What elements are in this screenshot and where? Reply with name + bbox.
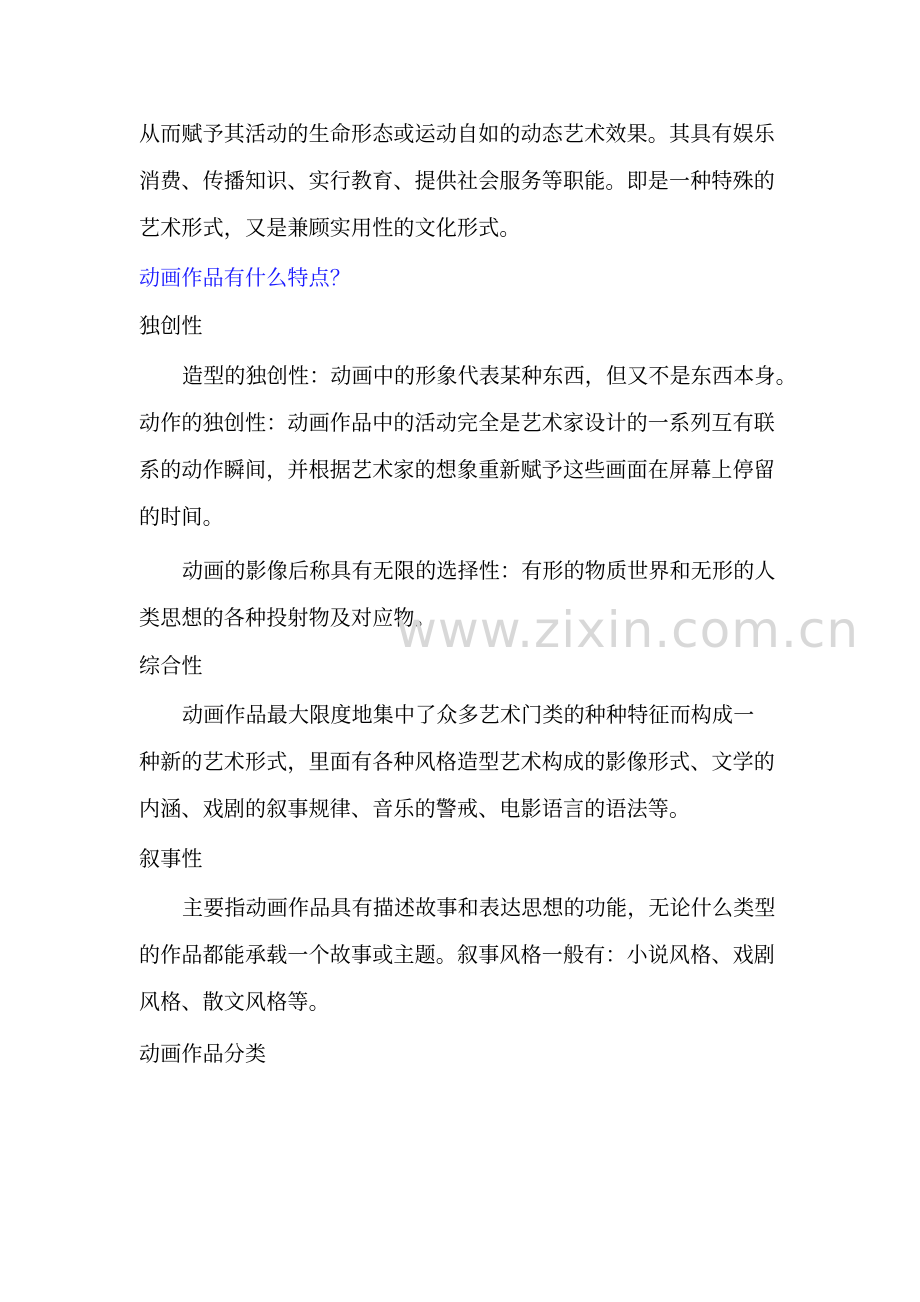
originality-paragraph-2-line-1: 动画的影像后称具有无限的选择性：有形的物质世界和无形的人 (182, 559, 776, 583)
narrative-heading: 叙事性 (139, 847, 203, 871)
intro-line-3: 艺术形式，又是兼顾实用性的文化形式。 (139, 216, 521, 240)
originality-paragraph-1-line-1: 造型的独创性：动画中的形象代表某种东西，但又不是东西本身。 (182, 364, 797, 388)
originality-heading: 独创性 (139, 314, 203, 338)
comprehensiveness-line-3: 内涵、戏剧的叙事规律、音乐的警戒、电影语言的语法等。 (139, 797, 691, 821)
intro-line-1: 从而赋予其活动的生命形态或运动自如的动态艺术效果。其具有娱乐 (139, 122, 775, 146)
originality-paragraph-1-line-4: 的时间。 (139, 505, 224, 529)
narrative-line-1: 主要指动画作品具有描述故事和表达思想的功能，无论什么类型 (182, 896, 776, 920)
comprehensiveness-line-1: 动画作品最大限度地集中了众多艺术门类的种种特征而构成一 (182, 703, 755, 727)
narrative-line-2: 的作品都能承载一个故事或主题。叙事风格一般有：小说风格、戏剧 (139, 943, 775, 967)
comprehensiveness-heading: 综合性 (139, 654, 203, 678)
site-watermark: www.zixin.com.cn (396, 601, 860, 659)
narrative-line-3: 风格、散文风格等。 (139, 990, 330, 1014)
intro-line-2: 消费、传播知识、实行教育、提供社会服务等职能。即是一种特殊的 (139, 169, 775, 193)
originality-paragraph-2-line-2: 类思想的各种投射物及对应物。 (139, 606, 436, 630)
originality-paragraph-1-line-3: 系的动作瞬间，并根据艺术家的想象重新赋予这些画面在屏幕上停留 (139, 458, 775, 482)
classification-heading: 动画作品分类 (139, 1042, 267, 1066)
originality-paragraph-1-line-2: 动作的独创性：动画作品中的活动完全是艺术家设计的一系列互有联 (139, 411, 775, 435)
features-heading-link[interactable]: 动画作品有什么特点？ (139, 266, 351, 290)
comprehensiveness-line-2: 种新的艺术形式，里面有各种风格造型艺术构成的影像形式、文学的 (139, 750, 775, 774)
